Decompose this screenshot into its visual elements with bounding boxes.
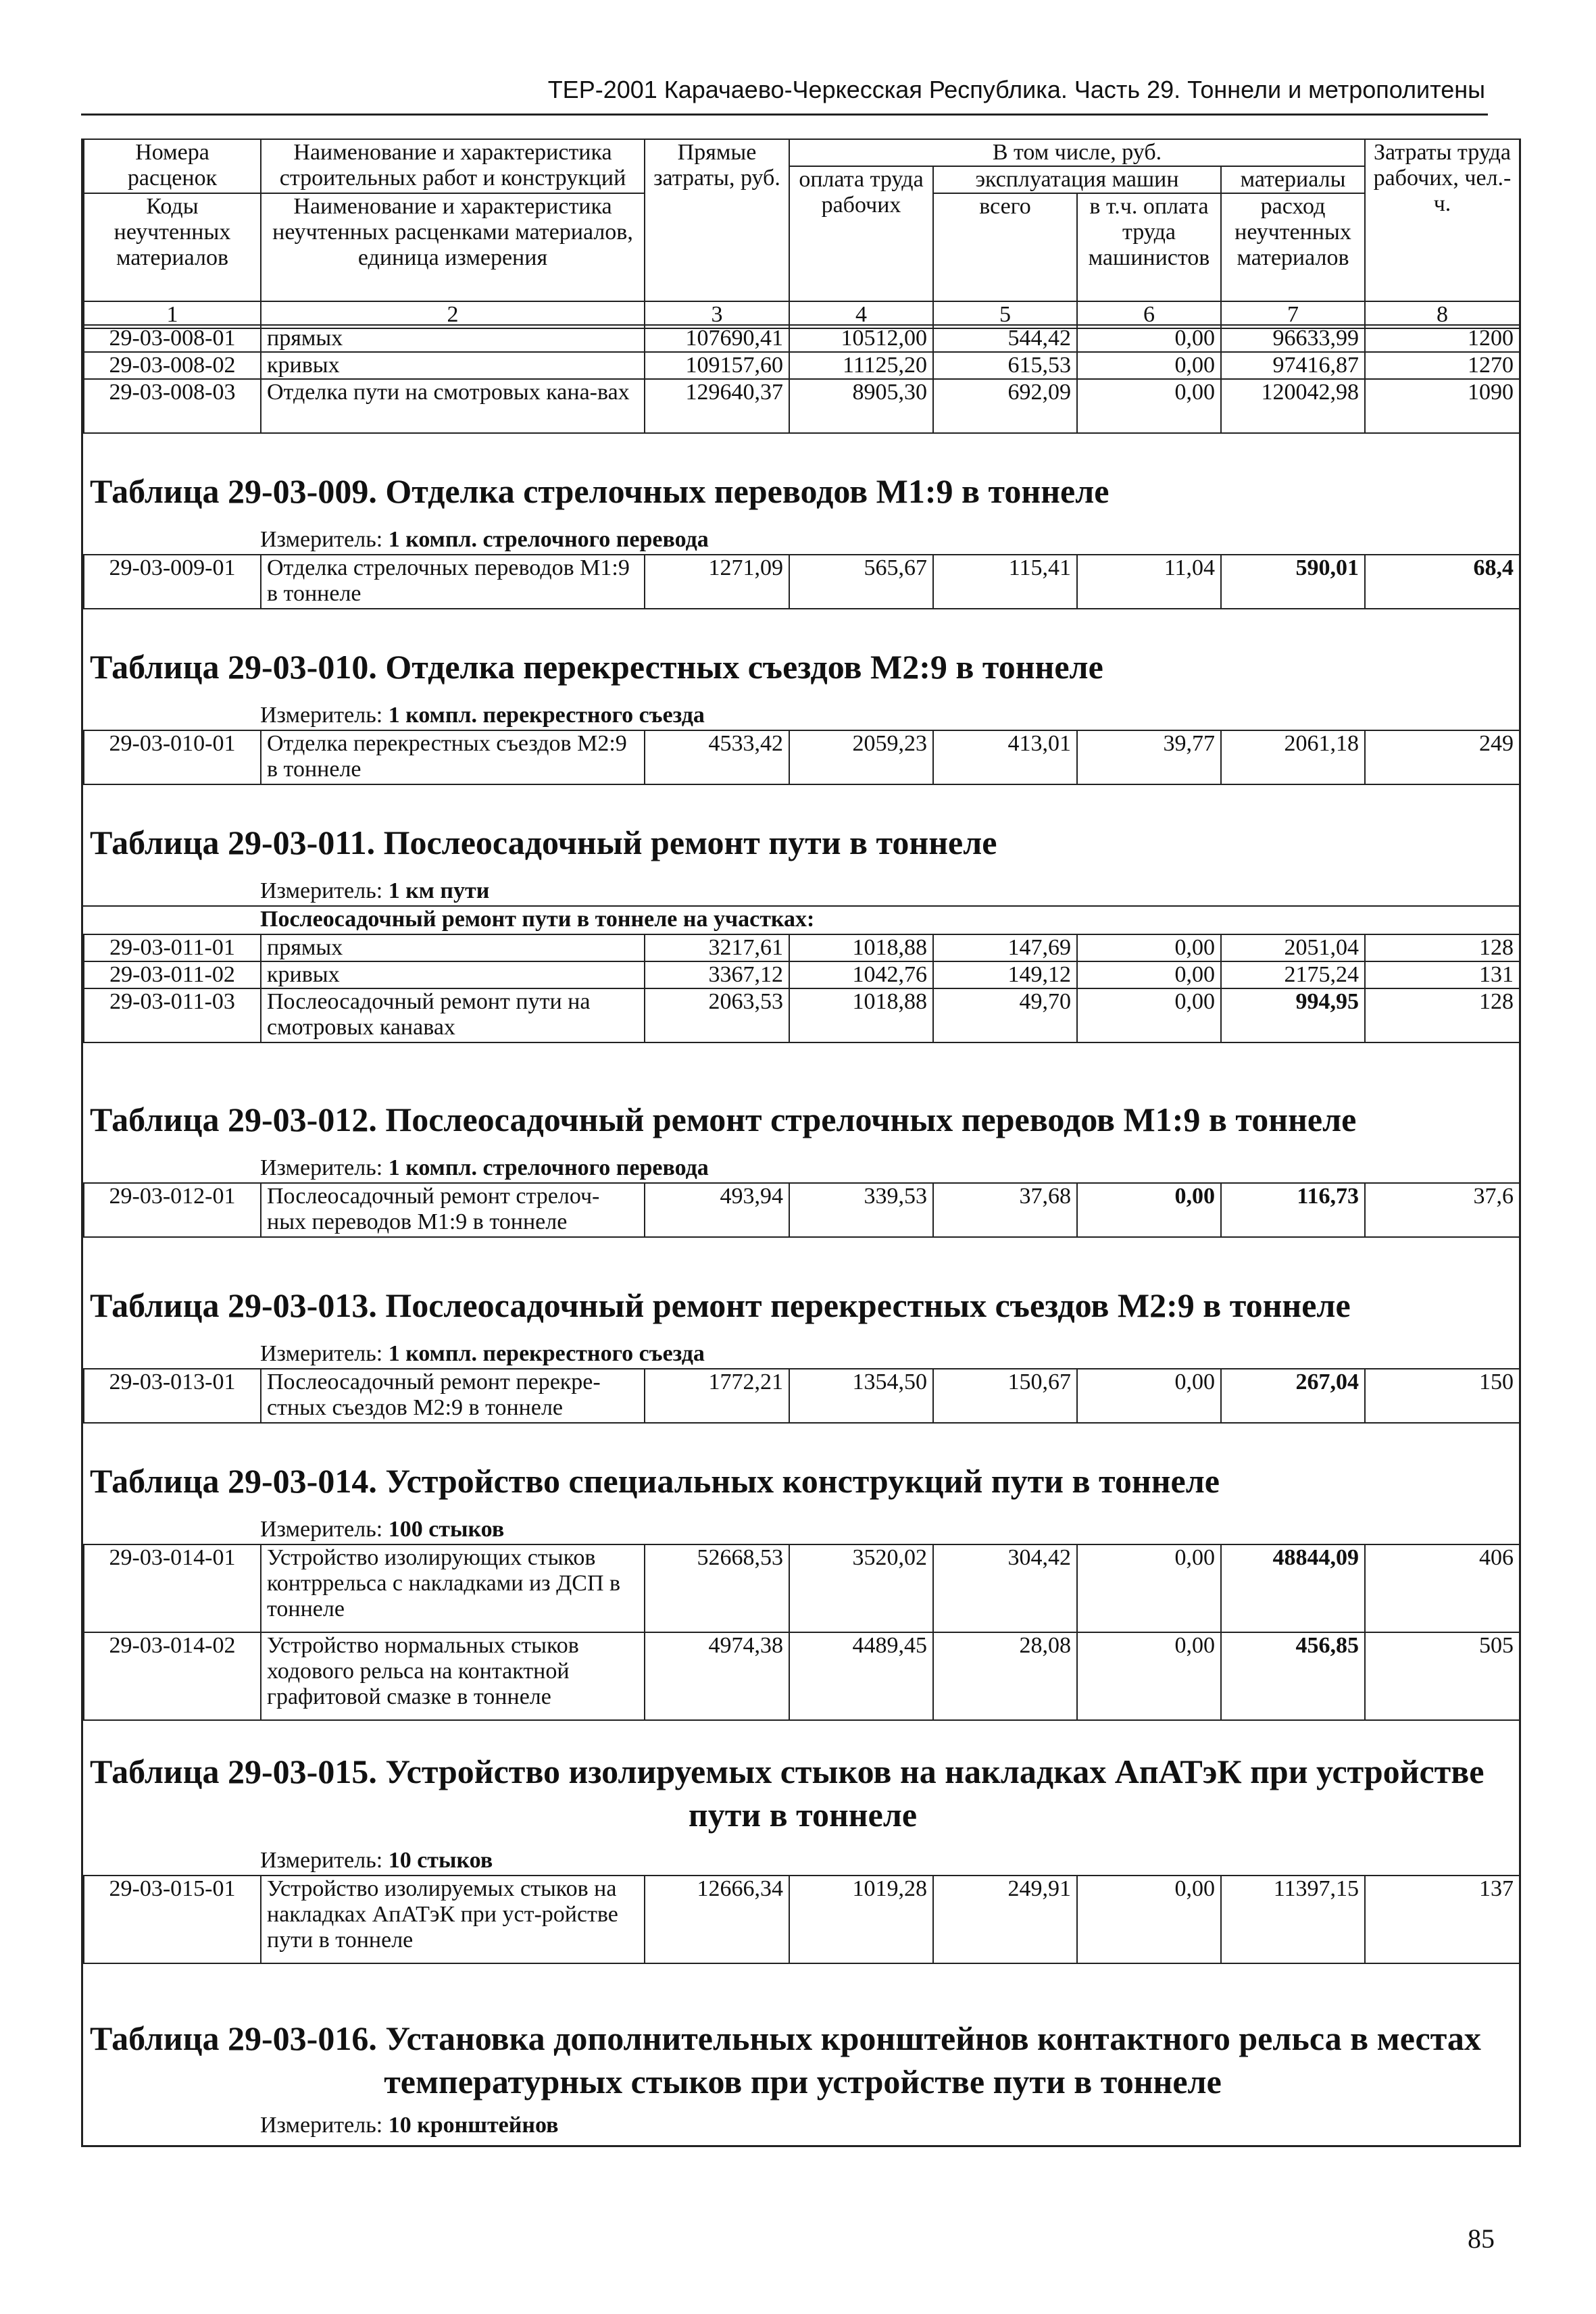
title-line-2: температурных стыков при устройстве пути в тоннеле — [384, 2063, 1222, 2101]
row-materials: 2051,04 — [1221, 934, 1365, 961]
table-008 — [83, 324, 1520, 434]
table-row — [84, 1544, 1520, 1632]
table-row — [84, 1369, 1520, 1423]
header-direct-costs: Прямые затраты, руб. — [645, 139, 789, 301]
measure-label: Измеритель: — [260, 1155, 383, 1180]
row-operator-pay: 0,00 — [1077, 1544, 1221, 1632]
row-name: Отделка пути на смотровых кана-вах — [261, 379, 645, 433]
row-materials: 2175,24 — [1221, 961, 1365, 988]
row-materials: 590,01 — [1221, 555, 1365, 609]
measure-value: 1 компл. перекрестного съезда — [388, 1341, 705, 1366]
measure-value: 100 стыков — [388, 1517, 505, 1542]
measure-label: Измеритель: — [260, 1848, 383, 1873]
row-operator-pay: 0,00 — [1077, 379, 1221, 433]
row-name: Послеосадочный ремонт пути на смотровых канавах — [261, 988, 645, 1042]
row-direct: 107690,41 — [645, 325, 789, 352]
row-machines: 304,42 — [933, 1544, 1077, 1632]
table-row — [84, 988, 1520, 1042]
row-direct: 3217,61 — [645, 934, 789, 961]
row-hours: 150 — [1365, 1369, 1520, 1423]
row-materials: 120042,98 — [1221, 379, 1365, 433]
row-name: Отделка перекрестных съездов М2:9 в тоннеле — [261, 730, 645, 784]
table-011 — [83, 934, 1520, 1043]
row-hours: 406 — [1365, 1544, 1520, 1632]
row-machines: 147,69 — [933, 934, 1077, 961]
header-operator-pay: в т.ч. оплата труда машинистов — [1077, 193, 1221, 301]
row-code: 29-03-011-02 — [84, 961, 261, 988]
table-013 — [83, 1368, 1520, 1424]
row-machines: 615,53 — [933, 352, 1077, 379]
col-number: 7 — [1221, 301, 1365, 328]
table-014-title: Таблица 29-03-014. Устройство специальных конструкций пути в тоннеле — [90, 1462, 1220, 1500]
row-direct: 129640,37 — [645, 379, 789, 433]
row-machines: 115,41 — [933, 555, 1077, 609]
title-line-1: Таблица 29-03-015. Устройство изолируемых стыков на накладках АпАТэК при устройстве — [90, 1753, 1485, 1790]
table-row — [84, 379, 1520, 433]
table-010-title: Таблица 29-03-010. Отделка перекрестных съездов М2:9 в тоннеле — [90, 648, 1103, 686]
row-operator-pay: 0,00 — [1077, 325, 1221, 352]
row-hours: 1090 — [1365, 379, 1520, 433]
header-work-name: Наименование и характеристика строительных работ и конструкций — [261, 139, 645, 193]
row-name: кривых — [261, 961, 645, 988]
row-materials: 11397,15 — [1221, 1876, 1365, 1963]
row-machines: 28,08 — [933, 1632, 1077, 1720]
row-name: кривых — [261, 352, 645, 379]
table-010-measure — [260, 703, 705, 728]
row-machines: 37,68 — [933, 1183, 1077, 1237]
row-materials: 994,95 — [1221, 988, 1365, 1042]
table-015-measure — [260, 1848, 493, 1873]
measure-label: Измеритель: — [260, 703, 383, 728]
row-operator-pay: 0,00 — [1077, 352, 1221, 379]
row-name: прямых — [261, 934, 645, 961]
table-012-title: Таблица 29-03-012. Послеосадочный ремонт стрелочных переводов М1:9 в тоннеле — [90, 1101, 1357, 1138]
measure-value: 1 компл. стрелочного перевода — [388, 1155, 709, 1180]
row-labor: 1018,88 — [789, 934, 933, 961]
row-direct: 109157,60 — [645, 352, 789, 379]
title-line-1: Таблица 29-03-016. Установка дополнительных кронштейнов контактного рельса в местах — [90, 2019, 1481, 2057]
table-014 — [83, 1544, 1520, 1721]
row-labor: 1019,28 — [789, 1876, 933, 1963]
running-header — [81, 73, 1488, 116]
row-labor: 8905,30 — [789, 379, 933, 433]
row-hours: 128 — [1365, 988, 1520, 1042]
row-hours: 1200 — [1365, 325, 1520, 352]
row-name: Устройство изолирующих стыков контррельса с накладками из ДСП в тоннеле — [261, 1544, 645, 1632]
measure-value: 1 компл. стрелочного перевода — [388, 527, 709, 552]
measure-label: Измеритель: — [260, 527, 383, 552]
row-hours: 128 — [1365, 934, 1520, 961]
table-row — [84, 961, 1520, 988]
header-materials: материалы — [1221, 166, 1365, 193]
row-hours: 137 — [1365, 1876, 1520, 1963]
row-code: 29-03-011-01 — [84, 934, 261, 961]
row-hours: 68,4 — [1365, 555, 1520, 609]
table-013-measure — [260, 1341, 705, 1367]
table-row — [84, 1183, 1520, 1237]
row-name: Послеосадочный ремонт перекре-стных съездов М2:9 в тоннеле — [261, 1369, 645, 1423]
row-materials: 48844,09 — [1221, 1544, 1365, 1632]
table-011-subheading: Послеосадочный ремонт пути в тоннеле на участках: — [260, 907, 815, 932]
row-hours: 249 — [1365, 730, 1520, 784]
row-name: Устройство изолируемых стыков на накладках АпАТэК при уст-ройстве пути в тоннеле — [261, 1876, 645, 1963]
row-machines: 150,67 — [933, 1369, 1077, 1423]
col-number: 5 — [933, 301, 1077, 328]
row-operator-pay: 0,00 — [1077, 1183, 1221, 1237]
row-direct: 4533,42 — [645, 730, 789, 784]
measure-label: Измеритель: — [260, 878, 383, 903]
table-014-measure — [260, 1517, 504, 1542]
row-machines: 692,09 — [933, 379, 1077, 433]
table-016-measure — [260, 2113, 558, 2138]
row-hours: 37,6 — [1365, 1183, 1520, 1237]
table-012 — [83, 1182, 1520, 1238]
row-labor: 11125,20 — [789, 352, 933, 379]
table-013-title: Таблица 29-03-013. Послеосадочный ремонт перекрестных съездов М2:9 в тоннеле — [90, 1286, 1351, 1324]
table-row — [84, 1632, 1520, 1720]
row-name: Устройство нормальных стыков ходового рельса на контактной графитовой смазке в тоннеле — [261, 1632, 645, 1720]
row-machines: 49,70 — [933, 988, 1077, 1042]
table-009-measure — [260, 527, 709, 553]
row-direct: 493,94 — [645, 1183, 789, 1237]
row-code: 29-03-015-01 — [84, 1876, 261, 1963]
table-row — [84, 555, 1520, 609]
row-labor: 4489,45 — [789, 1632, 933, 1720]
col-number: 2 — [261, 301, 645, 328]
table-010 — [83, 730, 1520, 785]
table-011-title: Таблица 29-03-011. Послеосадочный ремонт пути в тоннеле — [90, 824, 997, 861]
row-machines: 249,91 — [933, 1876, 1077, 1963]
row-direct: 2063,53 — [645, 988, 789, 1042]
row-hours: 505 — [1365, 1632, 1520, 1720]
row-direct: 1772,21 — [645, 1369, 789, 1423]
table-016-title — [90, 2017, 1516, 2103]
table-009 — [83, 554, 1520, 609]
row-machines: 413,01 — [933, 730, 1077, 784]
measure-label: Измеритель: — [260, 1517, 383, 1542]
row-code: 29-03-008-02 — [84, 352, 261, 379]
row-name: Послеосадочный ремонт стрелоч-ных переводов М1:9 в тоннеле — [261, 1183, 645, 1237]
row-hours: 1270 — [1365, 352, 1520, 379]
row-labor: 3520,02 — [789, 1544, 933, 1632]
table-009-title: Таблица 29-03-009. Отделка стрелочных переводов М1:9 в тоннеле — [90, 472, 1109, 510]
title-line-2: пути в тоннеле — [688, 1796, 918, 1834]
row-code: 29-03-010-01 — [84, 730, 261, 784]
row-direct: 3367,12 — [645, 961, 789, 988]
table-row — [84, 1876, 1520, 1963]
row-operator-pay: 0,00 — [1077, 1876, 1221, 1963]
row-direct: 12666,34 — [645, 1876, 789, 1963]
row-operator-pay: 0,00 — [1077, 934, 1221, 961]
row-labor: 10512,00 — [789, 325, 933, 352]
col-number: 4 — [789, 301, 933, 328]
measure-value: 10 кронштейнов — [388, 2113, 559, 2138]
row-labor: 339,53 — [789, 1183, 933, 1237]
header-material-codes: Коды неучтенных материалов — [84, 193, 261, 301]
measure-value: 10 стыков — [388, 1848, 493, 1873]
row-operator-pay: 0,00 — [1077, 988, 1221, 1042]
row-labor: 1042,76 — [789, 961, 933, 988]
row-operator-pay: 0,00 — [1077, 961, 1221, 988]
row-code: 29-03-014-01 — [84, 1544, 261, 1632]
row-materials: 97416,87 — [1221, 352, 1365, 379]
col-number: 1 — [84, 301, 261, 328]
table-015 — [83, 1875, 1520, 1964]
row-labor: 2059,23 — [789, 730, 933, 784]
row-operator-pay: 11,04 — [1077, 555, 1221, 609]
table-row — [84, 730, 1520, 784]
page-number: 85 — [1468, 2223, 1495, 2254]
row-operator-pay: 0,00 — [1077, 1632, 1221, 1720]
table-015-title — [90, 1750, 1516, 1836]
row-labor: 565,67 — [789, 555, 933, 609]
header-material-name: Наименование и характеристика неучтенных расценками материалов, единица измерения — [261, 193, 645, 301]
row-machines: 149,12 — [933, 961, 1077, 988]
row-direct: 52668,53 — [645, 1544, 789, 1632]
table-row — [84, 934, 1520, 961]
row-code: 29-03-008-01 — [84, 325, 261, 352]
row-operator-pay: 0,00 — [1077, 1369, 1221, 1423]
header-machines-total: всего — [933, 193, 1077, 301]
row-name: прямых — [261, 325, 645, 352]
table-row — [84, 352, 1520, 379]
measure-label: Измеритель: — [260, 2113, 383, 2138]
row-materials: 96633,99 — [1221, 325, 1365, 352]
measure-value: 1 км пути — [388, 878, 490, 903]
row-materials: 267,04 — [1221, 1369, 1365, 1423]
row-direct: 1271,09 — [645, 555, 789, 609]
row-code: 29-03-008-03 — [84, 379, 261, 433]
header-machines: эксплуатация машин — [933, 166, 1221, 193]
running-header-title: ТЕР-2001 Карачаево-Черкесская Республика. Часть 29. Тоннели и метрополитены — [547, 76, 1485, 103]
row-code: 29-03-012-01 — [84, 1183, 261, 1237]
row-materials: 456,85 — [1221, 1632, 1365, 1720]
row-code: 29-03-009-01 — [84, 555, 261, 609]
header-codes: Номера расценок — [84, 139, 261, 193]
row-labor: 1018,88 — [789, 988, 933, 1042]
row-materials: 2061,18 — [1221, 730, 1365, 784]
row-code: 29-03-011-03 — [84, 988, 261, 1042]
table-012-measure — [260, 1155, 709, 1181]
row-labor: 1354,50 — [789, 1369, 933, 1423]
header-labor-hours: Затраты труда рабочих, чел.-ч. — [1365, 139, 1520, 301]
table-011-measure — [260, 878, 489, 904]
column-header — [83, 139, 1520, 329]
col-number: 6 — [1077, 301, 1221, 328]
price-table-sheet — [81, 139, 1521, 2147]
row-name: Отделка стрелочных переводов М1:9 в тоннеле — [261, 555, 645, 609]
header-including: В том числе, руб. — [789, 139, 1365, 166]
measure-label: Измеритель: — [260, 1341, 383, 1366]
row-machines: 544,42 — [933, 325, 1077, 352]
col-number: 8 — [1365, 301, 1520, 328]
col-number: 3 — [645, 301, 789, 328]
row-operator-pay: 39,77 — [1077, 730, 1221, 784]
table-row — [84, 325, 1520, 352]
row-code: 29-03-013-01 — [84, 1369, 261, 1423]
row-materials: 116,73 — [1221, 1183, 1365, 1237]
row-hours: 131 — [1365, 961, 1520, 988]
row-direct: 4974,38 — [645, 1632, 789, 1720]
row-code: 29-03-014-02 — [84, 1632, 261, 1720]
measure-value: 1 компл. перекрестного съезда — [388, 703, 705, 728]
header-worker-pay: оплата труда рабочих — [789, 166, 933, 301]
header-material-use: расход неучтенных материалов — [1221, 193, 1365, 301]
